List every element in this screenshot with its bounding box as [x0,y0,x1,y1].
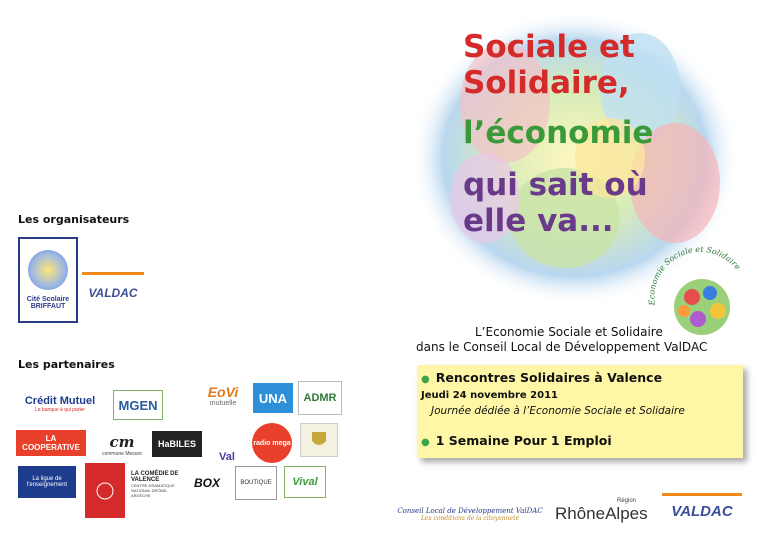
credit-mutuel-text: Crédit Mutuel [24,395,96,407]
una-logo[interactable] [253,383,293,413]
event-2-text: 1 Semaine Pour 1 Emploi [435,433,612,448]
cite-scolaire-line2: BRIFFAUT [30,303,66,310]
event-bullet-1 [421,370,662,385]
event-bullet-2 [421,433,612,448]
title-line-3: l’économie [463,115,654,151]
event-1-text: Rencontres Solidaires à Valence [435,370,663,385]
rhone-alpes-logo[interactable] [555,494,650,528]
cooperative-logo[interactable] [16,430,86,456]
star-icon [93,479,117,503]
vivre-val-text: Val [219,451,235,463]
admr-text: ADMR [303,392,337,404]
mgen-text: MGEN [118,397,158,413]
ligue-logo[interactable] [18,466,76,498]
title-line-4: qui sait où [463,167,648,203]
vival-text: Vival [292,476,318,488]
vivre-val-logo[interactable] [207,415,247,463]
admr-logo[interactable] [298,381,342,415]
ess-arc-text: Economie Sociale et Solidaire [647,245,743,306]
radio-mega-logo[interactable] [252,423,292,463]
region-text: RhôneAlpes [555,504,648,523]
habiles-logo[interactable] [152,431,202,457]
bullet-icon: ● [421,374,430,385]
una-text: UNA [258,390,288,406]
vival-logo[interactable] [284,466,326,498]
partners-label: Les partenaires [18,358,115,371]
ligue-text: La ligue de l'enseignement [26,476,68,488]
title-line-1: Sociale et [463,29,635,65]
cld-valdac-logo[interactable] [395,500,545,528]
organisers-label: Les organisateurs [18,213,130,226]
cite-scolaire-logo[interactable] [18,237,78,323]
credit-mutuel-logo[interactable] [16,387,104,421]
intro-line-2: dans le Conseil Local de Développement ValDAC [416,340,708,354]
title-line-2: Solidaire, [463,65,630,101]
shield-icon [309,430,329,450]
comedie-sub: CENTRE DRAMATIQUE NATIONAL DRÔME-ARDÈCHE [131,482,175,498]
cite-scolaire-emblem [28,250,68,290]
intro-line-1: L’Economie Sociale et Solidaire [475,325,663,339]
mgen-logo[interactable] [113,390,163,420]
region-small-text: Région [617,498,637,504]
red-poster-logo[interactable] [85,463,125,518]
event-subtitle: Journée dédiée à l’Economie Sociale et Solidaire [431,405,685,417]
valdac-logo-organiser[interactable] [82,272,144,310]
cld-sub: Les conditions de la citoyenneté [420,514,520,522]
cld-text: Conseil Local de Développement ValDAC [397,506,543,515]
boutique-text: BOUTIQUE [240,480,272,486]
valdac-logo-footer[interactable] [662,493,742,527]
radio-mega-text: radio mega [253,439,291,447]
bullet-icon: ● [421,437,430,448]
valdac-footer-text: VALDAC [671,503,733,520]
cite-scolaire-line1: Cité Scolaire [26,296,70,303]
box-logo[interactable] [186,466,228,500]
cm-text: cm [109,433,135,451]
credit-mutuel-tagline: La banque à qui parler [34,407,86,413]
comedie-valence-logo[interactable] [131,466,183,502]
cm-sub: commune Mesure [101,451,142,457]
event-date: Jeudi 24 novembre 2011 [421,390,558,401]
eovi-logo[interactable] [198,378,248,412]
comedie-text: LA COMÉDIE DE VALENCE [131,470,179,483]
box-text: BOX [193,476,220,490]
title-line-5: elle va... [463,203,614,239]
cooperative-text: LA COOPERATIVE [22,434,80,452]
habiles-text: HaBILES [157,439,196,449]
eovi-sub: mutuelle [209,399,237,407]
eovi-text: EoVi [207,383,239,400]
events-box [417,365,743,458]
boutique-logo[interactable] [235,466,277,500]
emblem-logo[interactable] [300,423,338,457]
commune-mesure-logo[interactable] [96,430,148,460]
valdac-organiser-text: VALDAC [88,285,138,300]
